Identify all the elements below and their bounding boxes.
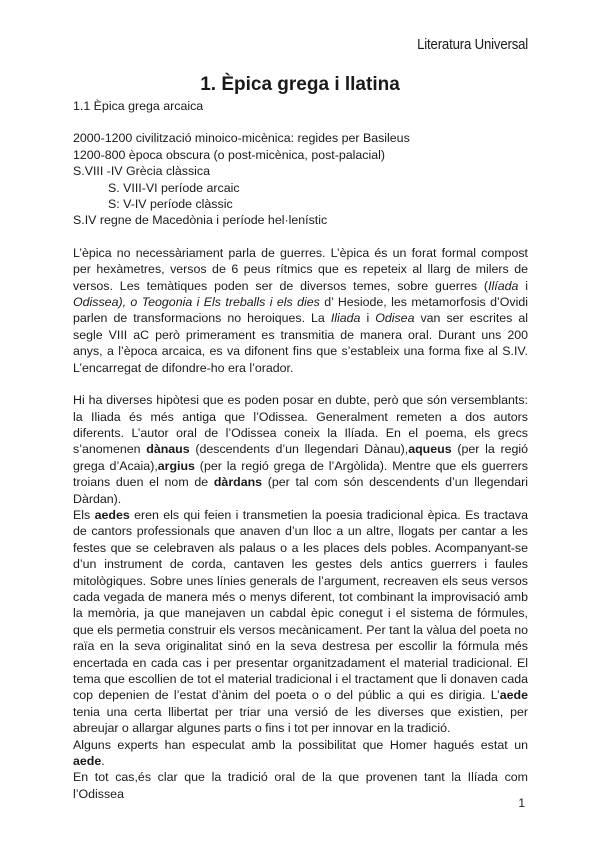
paragraph-aedes: Els aedes eren els qui feien i transmetien la poesia tradicional èpica. Es tractava de cantors professionals que anaven d’un lloc a un altre, llogats per cantar a les festes que se celebraven als palaus o a les places dels pobles. Acompanyant-se d’un instrument de corda, cantaven les gestes dels antics guerrers i faules mitològiques. Sobre unes línies generals de l’argument, recreaven els seus versos cada vegada de manera més o menys diferent, tot combinant la improvisació amb la memòria, ja que manejaven un cabdal èpic conegut i el sistema de fórmules, que els permetia construir els versos mecànicament. Per tant la vàlua del poeta no raïa en la seva originalitat sinó en la seva destresa per escollir la fórmula més encertada en cada cas i per presentar organitzadament el material tradicional. El tema que escollien de tot el material tradicional i el tractament que li donaven cada cop depenien de l’estat d’ànim del poeta o o del públic a qui es dirigia. L’aede tenia una certa llibertat per triar una versió de les diverses que existien, per abreujar o allargar algunes parts o fins i tot per innovar en la tradició. [73,507,529,736]
timeline-item: S.VIII -IV Grècia clàssica [73,164,211,179]
timeline-item: 1200-800 època obscura (o post-micènica, post-palacial) [73,147,386,162]
timeline-list [73,130,528,228]
paragraph-epic-definition: L’èpica no necessàriament parla de guerres. L’èpica és un forat formal compost per hexàmetres, versos de 6 peus rítmics que es repeteix al llarg de milers de versos. Les temàtiques poden ser de diversos temes, sobre guerres (Ilíada i Odissea), o Teogonia i Els treballs i els dies d’ Hesiode, les metamorfosis d’Ovidi parlen de transformacions no heroiques. La Iliada i Odisea van ser escrites al segle VIII aC però primerament es transmitia de manera oral. Durant uns 200 anys, a l’època arcaica, es va difonent fins que s’estableix una forma fixe al S.IV. L’encarregat de difondre-ho era l’orador. [73,245,529,375]
timeline-subitem: S. VIII-VI període arcaic [108,180,240,195]
running-header: Literatura Universal [417,36,528,53]
document-body [73,98,528,802]
page-number: 1 [518,796,525,810]
timeline-item: 2000-1200 civilització minoico-micènica: regides per Basileus [73,131,410,146]
paragraph-hypotheses: Hi ha diverses hipòtesi que es poden posar en dubte, però que són versemblants: la Iliada és més antiga que l’Odissea. Generalment remeten a dos autors diferents. L’autor oral de l’Odissea coneix la Ilíada. En el poema, els grecs s’anomenen dànaus (descendents d’un llegendari Dànau),aqueus (per la regió grega d’Acaia),argius (per la regió grega de l’Argòlida). Mentre que els guerrers troians duen el nom de dàrdans (per tal com són descendents d’un llegendari Dàrdan). [73,393,529,506]
timeline-subitem: S: V-IV període clàssic [108,197,233,212]
page-title: 1. Èpica grega i llatina [200,74,400,95]
timeline-item: S.IV regne de Macedònia i període hel·lenístic [73,213,328,228]
section-subtitle: 1.1 Èpica grega arcaica [73,99,204,113]
paragraph-homer: Alguns experts han especulat amb la possibilitat que Homer hagués estat un aede. En tot cas,és clar que la tradició oral de la que provenen tant la Ilíada com l’Odissea [73,737,528,801]
